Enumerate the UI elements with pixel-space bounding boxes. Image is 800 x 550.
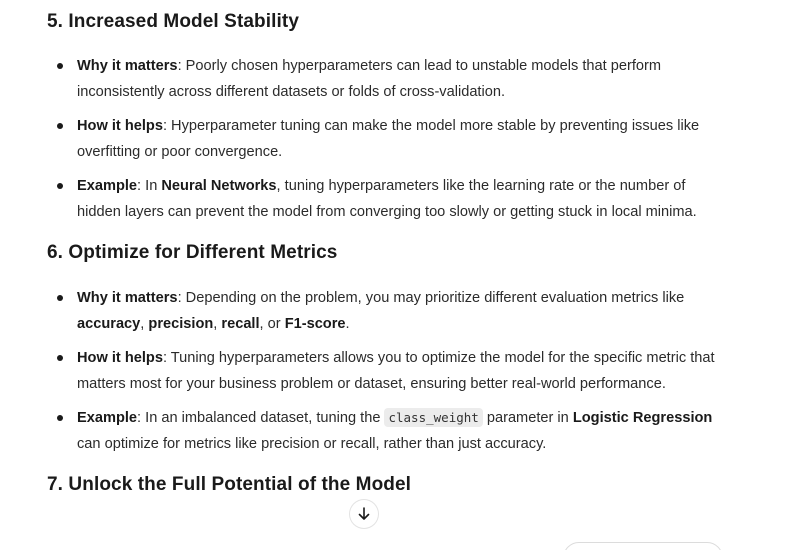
item-text: . xyxy=(345,316,350,332)
item-text: : In an imbalanced dataset, tuning the xyxy=(137,410,385,426)
metric-f1-score: F1-score xyxy=(284,316,346,332)
section-5-heading: 5. Increased Model Stability xyxy=(47,11,299,32)
list-item xyxy=(47,53,727,105)
bullet-icon xyxy=(57,123,63,129)
item-text: , xyxy=(140,316,149,332)
bullet-icon xyxy=(57,183,63,189)
list-item xyxy=(47,405,727,457)
inline-code: class_weight xyxy=(384,408,482,427)
item-label: Why it matters xyxy=(77,58,178,74)
bullet-icon xyxy=(57,415,63,421)
item-text: parameter in xyxy=(482,410,573,426)
metric-precision: precision xyxy=(148,316,214,332)
item-label: Example xyxy=(77,410,138,426)
arrow-down-icon xyxy=(357,507,371,521)
item-label: How it helps xyxy=(77,350,163,366)
item-text: , tuning hyperparameters like the learning rate or the number of hidden layers can prevent the model from converging too slowly or getting stuck in local minima. xyxy=(77,178,697,220)
section-5-list xyxy=(47,53,727,225)
item-label: Why it matters xyxy=(77,290,178,306)
bullet-icon xyxy=(57,295,63,301)
list-item xyxy=(47,345,727,397)
item-text: can optimize for metrics like precision or recall, rather than just accuracy. xyxy=(77,436,547,452)
list-item xyxy=(47,285,727,337)
section-7-heading: 7. Unlock the Full Potential of the Model xyxy=(47,474,412,495)
item-text: , xyxy=(213,316,222,332)
item-text: : Tuning hyperparameters allows you to optimize the model for the specific metric that matters most for your business problem or dataset, ensuring better real-world performance. xyxy=(77,350,715,392)
section-6-list xyxy=(47,285,727,457)
scroll-to-bottom-button[interactable] xyxy=(350,500,378,528)
metric-recall: recall xyxy=(221,316,260,332)
section-6-heading: 6. Optimize for Different Metrics xyxy=(47,242,338,263)
item-bold-term: Neural Networks xyxy=(161,178,277,194)
bullet-icon xyxy=(57,63,63,69)
metric-accuracy: accuracy xyxy=(77,316,141,332)
list-item xyxy=(47,173,727,225)
bullet-icon xyxy=(57,355,63,361)
assistant-message xyxy=(47,0,727,498)
item-text: : Depending on the problem, you may prioritize different evaluation metrics like xyxy=(177,290,685,306)
item-bold-term: Logistic Regression xyxy=(572,410,713,426)
item-text: : Poorly chosen hyperparameters can lead to unstable models that perform inconsistently across different datasets or folds of cross-validation. xyxy=(77,58,662,100)
composer-partial[interactable] xyxy=(563,542,723,550)
item-label: How it helps xyxy=(77,118,163,134)
item-label: Example xyxy=(77,178,138,194)
item-text: , or xyxy=(259,316,285,332)
item-text: : Hyperparameter tuning can make the model more stable by preventing issues like overfitting or poor convergence. xyxy=(77,118,700,160)
list-item xyxy=(47,113,727,165)
item-text: : In xyxy=(137,178,162,194)
